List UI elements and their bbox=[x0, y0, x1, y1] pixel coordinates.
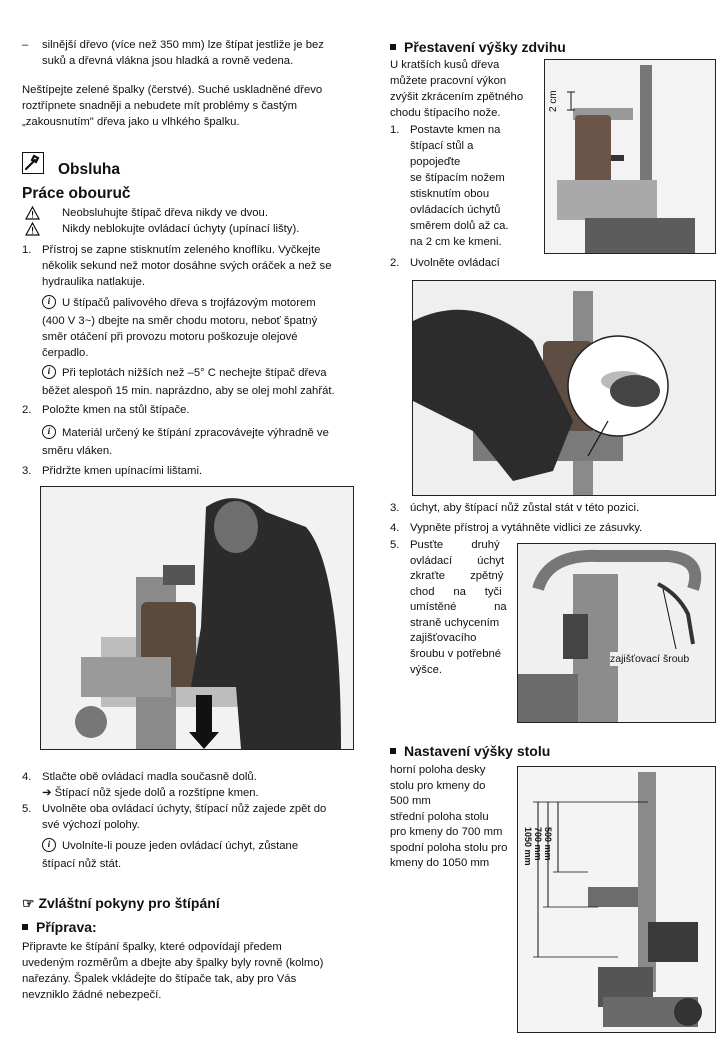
bullet-square-icon bbox=[390, 44, 396, 50]
subsection-title-two-hand: Práce obouruč bbox=[22, 185, 131, 202]
photo-release-handle bbox=[412, 280, 716, 496]
stroke-intro-3: zvýšit zkrácením zpětného bbox=[390, 91, 524, 103]
note1: i U štípačů palivového dřeva s trojfázovým motorem bbox=[42, 296, 352, 312]
section-title-obsluha: Obsluha bbox=[58, 161, 121, 178]
step2-text: Položte kmen na stůl štípače. bbox=[42, 404, 190, 416]
s2-text: Uvolněte ovládací bbox=[410, 257, 500, 269]
s1-line6: ovládacích úchytů bbox=[410, 204, 501, 216]
note3-line2: směru vláken. bbox=[42, 445, 113, 457]
s4-text: Vypněte přístroj a vytáhněte vidlici ze zásuvky. bbox=[410, 522, 643, 534]
green-wood-line1: Neštípejte zelené špalky (čerstvé). Suché uskladněné dřevo bbox=[22, 84, 323, 96]
prep-title: Příprava: bbox=[22, 918, 97, 937]
info-icon: i bbox=[42, 295, 56, 309]
dim-700: 700 mm bbox=[533, 827, 543, 861]
note4: i Uvolníte-li pouze jeden ovládací úchyt, zůstane bbox=[42, 839, 352, 855]
step-number: 5. bbox=[22, 803, 32, 815]
step-number: 3. bbox=[390, 502, 400, 514]
dim-1050: 1050 mm bbox=[523, 827, 533, 866]
step4-text: Stlačte obě ovládací madla současně dolů. bbox=[42, 771, 257, 783]
bullet-square-icon bbox=[22, 924, 28, 930]
step-number: 5. bbox=[390, 539, 400, 551]
s1-line5: stisknutím obou bbox=[410, 188, 490, 200]
bullet-square-icon bbox=[390, 748, 396, 754]
step5-line2: své výchozí polohy. bbox=[42, 819, 140, 831]
prep-line1: Připravte ke štípání špalky, které odpovídají předem bbox=[22, 941, 282, 953]
table-title: Nastavení výšky stolu bbox=[390, 742, 550, 761]
green-wood-line2: roztřípnete snadněji a nebudete mít problémy s častým bbox=[22, 100, 298, 112]
label-locking-screw: zajišťovací šroub bbox=[610, 653, 690, 665]
stroke-intro-2: můžete pracovní výkon bbox=[390, 75, 507, 87]
step3-text: Přidržte kmen upínacími lištami. bbox=[42, 465, 203, 477]
warning-icon bbox=[25, 222, 40, 242]
step1-line2: několik sekund než motor dosáhne svých oráček a než se bbox=[42, 260, 332, 272]
table-positions: horní poloha desky stolu pro kmeny do 500 mm střední poloha stolu pro kmeny do 700 mm spodní poloha stolu pro kmeny do 1050 mm bbox=[390, 764, 508, 870]
info-icon: i bbox=[42, 365, 56, 379]
photo-table-heights bbox=[517, 766, 716, 1033]
s1-line7: směrem dolů až ca. bbox=[410, 220, 509, 232]
stroke-title: Přestavení výšky zdvihu bbox=[390, 38, 566, 57]
info-icon: i bbox=[42, 425, 56, 439]
photo-stroke-gap bbox=[544, 59, 716, 254]
step-number: 4. bbox=[22, 771, 32, 783]
info-icon: i bbox=[42, 838, 56, 852]
stroke-intro-1: U kratších kusů dřeva bbox=[390, 59, 500, 71]
photo-two-hand-operation bbox=[40, 486, 354, 750]
prep-line2: uvedeným rozměrům a dbejte aby špalky byly rovně (kolmo) bbox=[22, 957, 324, 969]
arrow-right-icon: ➔ bbox=[42, 787, 52, 799]
step-number: 3. bbox=[22, 465, 32, 477]
step-number: 1. bbox=[390, 124, 400, 136]
s1-line1: Postavte kmen na bbox=[410, 124, 501, 136]
step1-line3: hydraulika natlakuje. bbox=[42, 276, 145, 288]
dim-500: 500 mm bbox=[543, 827, 553, 861]
green-wood-line3: „zakousnutím" dřeva jako u vlhkého špalku. bbox=[22, 116, 240, 128]
stroke-intro-4: chodu štípacího nože. bbox=[390, 107, 501, 119]
pointing-hand-icon: ☞ bbox=[22, 895, 35, 911]
s1-line2: štípací stůl a bbox=[410, 140, 474, 152]
step-number: 2. bbox=[390, 257, 400, 269]
s1-line3: popojeďte bbox=[410, 156, 461, 168]
prep-line3: nařezány. Špalek vkládejte do štípače tak, aby pro Vás bbox=[22, 973, 297, 985]
photo-locking-screw bbox=[517, 543, 716, 723]
step4-sub: ➔ Štípací nůž sjede dolů a rozštípne kmen. bbox=[42, 787, 259, 799]
label-2cm: 2 cm bbox=[548, 90, 559, 112]
step1-line1: Přístroj se zapne stisknutím zeleného knoflíku. Vyčkejte bbox=[42, 244, 321, 256]
note1-line2: (400 V 3~) dbejte na směr chodu motoru, neboť špatný bbox=[42, 315, 318, 327]
warning-text-2: Nikdy neblokujte ovládací úchyty (upínací lišty). bbox=[62, 223, 300, 235]
s1-line4: se štípacím nožem bbox=[410, 172, 505, 184]
s1-line8: na 2 cm ke kmeni. bbox=[410, 236, 502, 248]
note1-line4: čerpadlo. bbox=[42, 347, 89, 359]
prep-line4: nevzniklo žádné nebezpečí. bbox=[22, 989, 162, 1001]
note2: i Při teplotách nižších než –5° C nechejte štípač dřeva bbox=[42, 366, 352, 382]
wrench-icon bbox=[22, 152, 44, 174]
note3: i Materiál určený ke štípání zpracovávejte výhradně ve bbox=[42, 426, 352, 442]
step5-line1: Uvolněte oba ovládací úchyty, štípací nůž zajede zpět do bbox=[42, 803, 327, 815]
warning-text-1: Neobsluhujte štípač dřeva nikdy ve dvou. bbox=[62, 207, 268, 219]
s5-text: Pusťte druhý ovládací úchyt zkraťte zpětný chod na tyči umístěné na straně uchycením zajišťovacího šroubu v potřebné výšce. bbox=[410, 539, 507, 676]
step-number: 1. bbox=[22, 244, 32, 256]
dash-item-line2: suků a dřevná vlákna jsou hladká a rovně vedena. bbox=[42, 55, 294, 67]
note1-line3: směr otáčení při provozu motoru poškozuje olejové bbox=[42, 331, 298, 343]
dash-bullet: – bbox=[22, 39, 29, 51]
step-number: 2. bbox=[22, 404, 32, 416]
dash-item-line1: silnější dřevo (více než 350 mm) lze štípat jestliže je bez bbox=[42, 39, 324, 51]
special-title: ☞ Zvláštní pokyny pro štípání bbox=[22, 895, 220, 911]
note2-line2: běžet alespoň 15 min. naprázdno, aby se olej mohl zahřát. bbox=[42, 385, 335, 397]
step-number: 4. bbox=[390, 522, 400, 534]
note4-line2: štípací nůž stát. bbox=[42, 858, 122, 870]
s3-text: úchyt, aby štípací nůž zůstal stát v této pozici. bbox=[410, 502, 640, 514]
